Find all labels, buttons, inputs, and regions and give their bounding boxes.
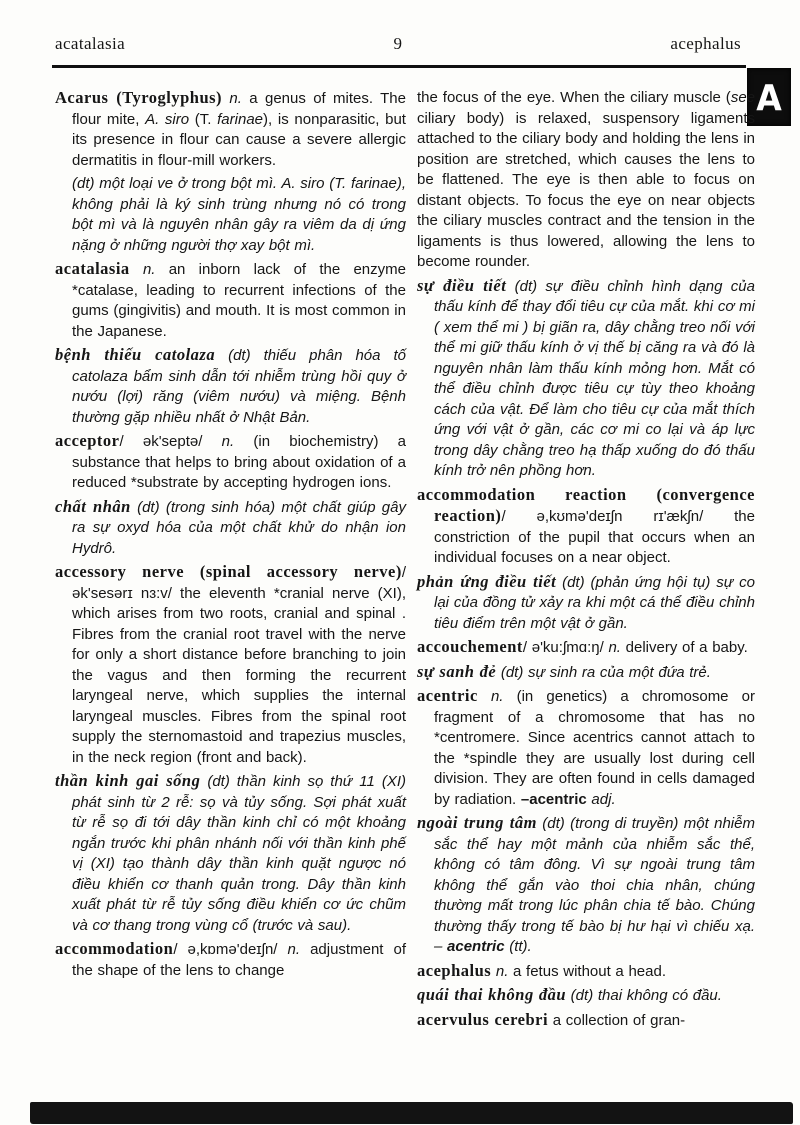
- header-page-number: 9: [393, 34, 403, 53]
- text-run: the focus of the eye. When the ciliary muscle (: [417, 89, 731, 106]
- text-run: / ək'septə/: [119, 433, 222, 450]
- text-run: chất nhân: [55, 496, 131, 516]
- text-run: delivery of a baby.: [620, 639, 748, 656]
- text-run: bệnh thiếu catolaza: [55, 345, 216, 364]
- text-run: (dt) thiếu phân hóa tố catolaza bẩm sinh dẫn tới nhiễm trùng hồi quy ở nướu (lợi) răng (viêm nướu) và miệng. Bệnh thường gặp nhiều nhất ở Nhật Bản.: [72, 347, 406, 426]
- header-rule-divider: [52, 65, 746, 68]
- text-run: (dt) thai không có đầu.: [566, 987, 722, 1004]
- text-run: acentric: [447, 938, 505, 955]
- text-run: n.: [608, 639, 621, 656]
- text-run: (dt) thần kinh sọ thứ 11 (XI) phát sinh từ 2 rễ: sọ và tủy sống. Sợi phát xuất từ rễ sọ đi tới dây thần kinh chỉ có một khoảng ngắn trước khi phân nhánh nối với thần kinh phế vị (XI) tạo thành dây thần kinh quặt ngược nó điều khiển cơ thanh quản trong. Dây thần kinh xuất phát từ rễ tủy sống điều khiển cơ ức chũm và cơ thang trong vùng cổ (trước và sau).: [72, 773, 406, 934]
- text-run: accommodation: [55, 939, 174, 958]
- header-guide-word-right: acephalus: [670, 34, 741, 53]
- text-run: adjustment of the shape of the lens to change: [72, 941, 407, 979]
- text-run: thần kinh gai sống: [55, 771, 201, 790]
- text-run: acatalasia: [55, 259, 130, 278]
- text-run: see: [730, 89, 755, 106]
- text-run: (dt) sự điều chỉnh hình dạng của thấu kính để thay đổi tiêu cự của mắt. khi cơ mi ( xem thể mi ) bị giãn ra, dây chằng treo nối với thể mi giữ thấu kính ở vị thế bị căng ra và đó là nguyên nhân làm thấu kính mỏng hơn. Mắt có thể điều chỉnh được tiêu cự tùy theo khoảng cách của vật. Để làm cho tiêu cự của mắt thích ứng với vật ở gần, các cơ mi co lại và áp lực trong dây chằng treo hạ thấp xuống do đó thấu kính trở nên phồng hơn.: [434, 277, 755, 479]
- text-run: sự điều tiết: [417, 275, 507, 295]
- entry-accommodation-continued: [417, 88, 755, 273]
- entry-acceptor: [55, 431, 406, 494]
- text-run: an inborn lack of the enzyme *catalase, leading to recurrent infections of the gums (gingivitis) and mouth. It is most common in the Japanese.: [72, 261, 406, 340]
- text-run: Acarus (Tyroglyphus): [55, 88, 223, 107]
- entry-accessory-nerve-vi: [55, 771, 406, 936]
- entry-acephalus: [417, 961, 755, 983]
- column-right: [417, 88, 755, 1034]
- entry-accommodation-vi: [417, 276, 755, 482]
- entry-acatalasia: [55, 259, 406, 342]
- text-run: / ə,kɒmə'deɪʃn/: [173, 941, 288, 958]
- text-run: farinae: [217, 110, 264, 128]
- text-run: n.: [491, 962, 509, 980]
- entry-accouchement-vi: [417, 662, 755, 684]
- text-run: acentric: [417, 686, 478, 705]
- text-run: (tt).: [504, 938, 532, 955]
- text-columns: [55, 88, 755, 1034]
- text-run: (in genetics) a chromosome or fragment of a chromosome that has no *centromere. Since acentrics cannot attach to the *spindle they are usually lost during cell division. They are often found in cells damaged by radiation.: [434, 688, 755, 808]
- text-run: / ə,kʊmə'deɪʃn rɪ'ækʃn/ the constriction of the pupil that occurs when an individual focuses on a near object.: [434, 508, 755, 566]
- thumb-tab-letter: A: [756, 75, 782, 119]
- text-run: n.: [222, 90, 250, 107]
- entry-acarus: [55, 88, 406, 171]
- text-run: / ək'sesərɪ nɜ:v/ the eleventh *cranial nerve (XI), which arises from two roots, cranial and spinal . Fibres from the cranial root travel with the nerve for only a short distance before branching to join the vagus and then forming the recurrent laryngeal nerve, which supplies the internal laryngeal muscles. Fibres from the spinal root supply the sternomastoid and trapezius muscles, in the neck region (front and back).: [72, 564, 406, 766]
- text-run: sự sanh đẻ: [417, 661, 497, 681]
- text-run: / ə'ku:ʃmɑ:ŋ/: [522, 639, 609, 656]
- text-run: ), is nonparasitic, but its presence in flour can cause a severe allergic dermatitis in flour-mill workers.: [72, 110, 406, 169]
- running-header: [55, 34, 741, 54]
- scan-artifact-bottom-bar: [30, 1102, 793, 1124]
- text-run: (dt) (trong sinh hóa) một chất giúp gây ra sự oxyd hóa của một chất khử do nhận ion Hydrô.: [72, 498, 406, 557]
- text-run: n.: [287, 941, 301, 958]
- text-run: acervulus cerebri: [417, 1009, 549, 1029]
- entry-acentric: [417, 686, 755, 810]
- entry-acephalus-vi: [417, 985, 755, 1007]
- text-run: a genus of mites. The flour mite,: [72, 90, 406, 128]
- text-run: acephalus: [417, 960, 492, 980]
- text-run: –acentric: [520, 790, 587, 808]
- text-run: adj.: [586, 790, 616, 808]
- text-run: accessory nerve (spinal accessory nerve): [55, 562, 402, 581]
- text-run: a collection of gran-: [548, 1011, 686, 1029]
- text-run: n.: [221, 433, 235, 450]
- header-guide-word-left: acatalasia: [55, 34, 126, 53]
- text-run: (dt) (trong di truyền) một nhiễm sắc thể hay một mảnh của nhiễm sắc thể, không có tâm đông. Vì sự ngoài trung tâm không thể gắn vào thoi chia nhân, chúng thường mất trong lúc phân chia tế bào. Chúng thường thấy trong tế bào bị hư hại vì chiếu xạ. –: [434, 815, 755, 955]
- text-run: ngoài trung tâm: [417, 813, 537, 832]
- text-run: (dt) (phản ứng hội tụ) sự co lại của đồng tử xảy ra khi một cá thể điều chỉnh tiêu điểm trên một vật ở gần.: [434, 573, 755, 632]
- text-run: phản ứng điều tiết: [417, 571, 557, 591]
- entry-acceptor-vi: [55, 497, 406, 560]
- text-run: (in biochemistry) a substance that helps to bring about oxidation of a reduced *substrate by accepting hydrogen ions.: [72, 433, 406, 491]
- entry-acarus-vi: [55, 174, 406, 256]
- text-run: accommodation reaction (convergence reaction): [417, 484, 755, 525]
- text-run: A. siro: [145, 110, 190, 128]
- text-run: n.: [477, 688, 504, 705]
- entry-accouchement: [417, 637, 755, 659]
- text-run: (dt) sự sinh ra của một đứa trẻ.: [496, 663, 711, 681]
- column-left: [55, 88, 406, 1034]
- text-run: (T.: [189, 110, 218, 128]
- entry-acentric-vi: [417, 813, 755, 958]
- entry-accommodation: [55, 939, 406, 981]
- entry-accommodation-reaction-vi: [417, 572, 755, 635]
- text-run: accouchement: [417, 637, 523, 656]
- text-run: n.: [129, 261, 169, 278]
- text-run: ciliary body) is relaxed, suspensory ligaments attached to the ciliary body and holding the lens in position are stretched, which causes the lens to be flattened. The eye is then able to focus on distant objects. To focus the eye on near objects the ciliary muscles contract and the tension in the ligaments is thus lowered, allowing the lens to become rounder.: [417, 109, 755, 270]
- text-run: quái thai không đầu: [417, 985, 567, 1004]
- text-run: acceptor: [55, 431, 120, 450]
- entry-accessory-nerve: [55, 562, 406, 768]
- text-run: a fetus without a head.: [508, 962, 666, 980]
- entry-accommodation-reaction: [417, 485, 755, 569]
- text-run: (dt) một loại ve ở trong bột mì. A. siro (T. farinae), không phải là ký sinh trùng nhưng nó có trong bột mì và là nguyên nhân gây ra viêm da dị ứng nặng ở những người thợ xay bột mì.: [72, 175, 406, 254]
- entry-acatalasia-vi: [55, 345, 406, 428]
- entry-acervulus-cerebri: [417, 1010, 755, 1032]
